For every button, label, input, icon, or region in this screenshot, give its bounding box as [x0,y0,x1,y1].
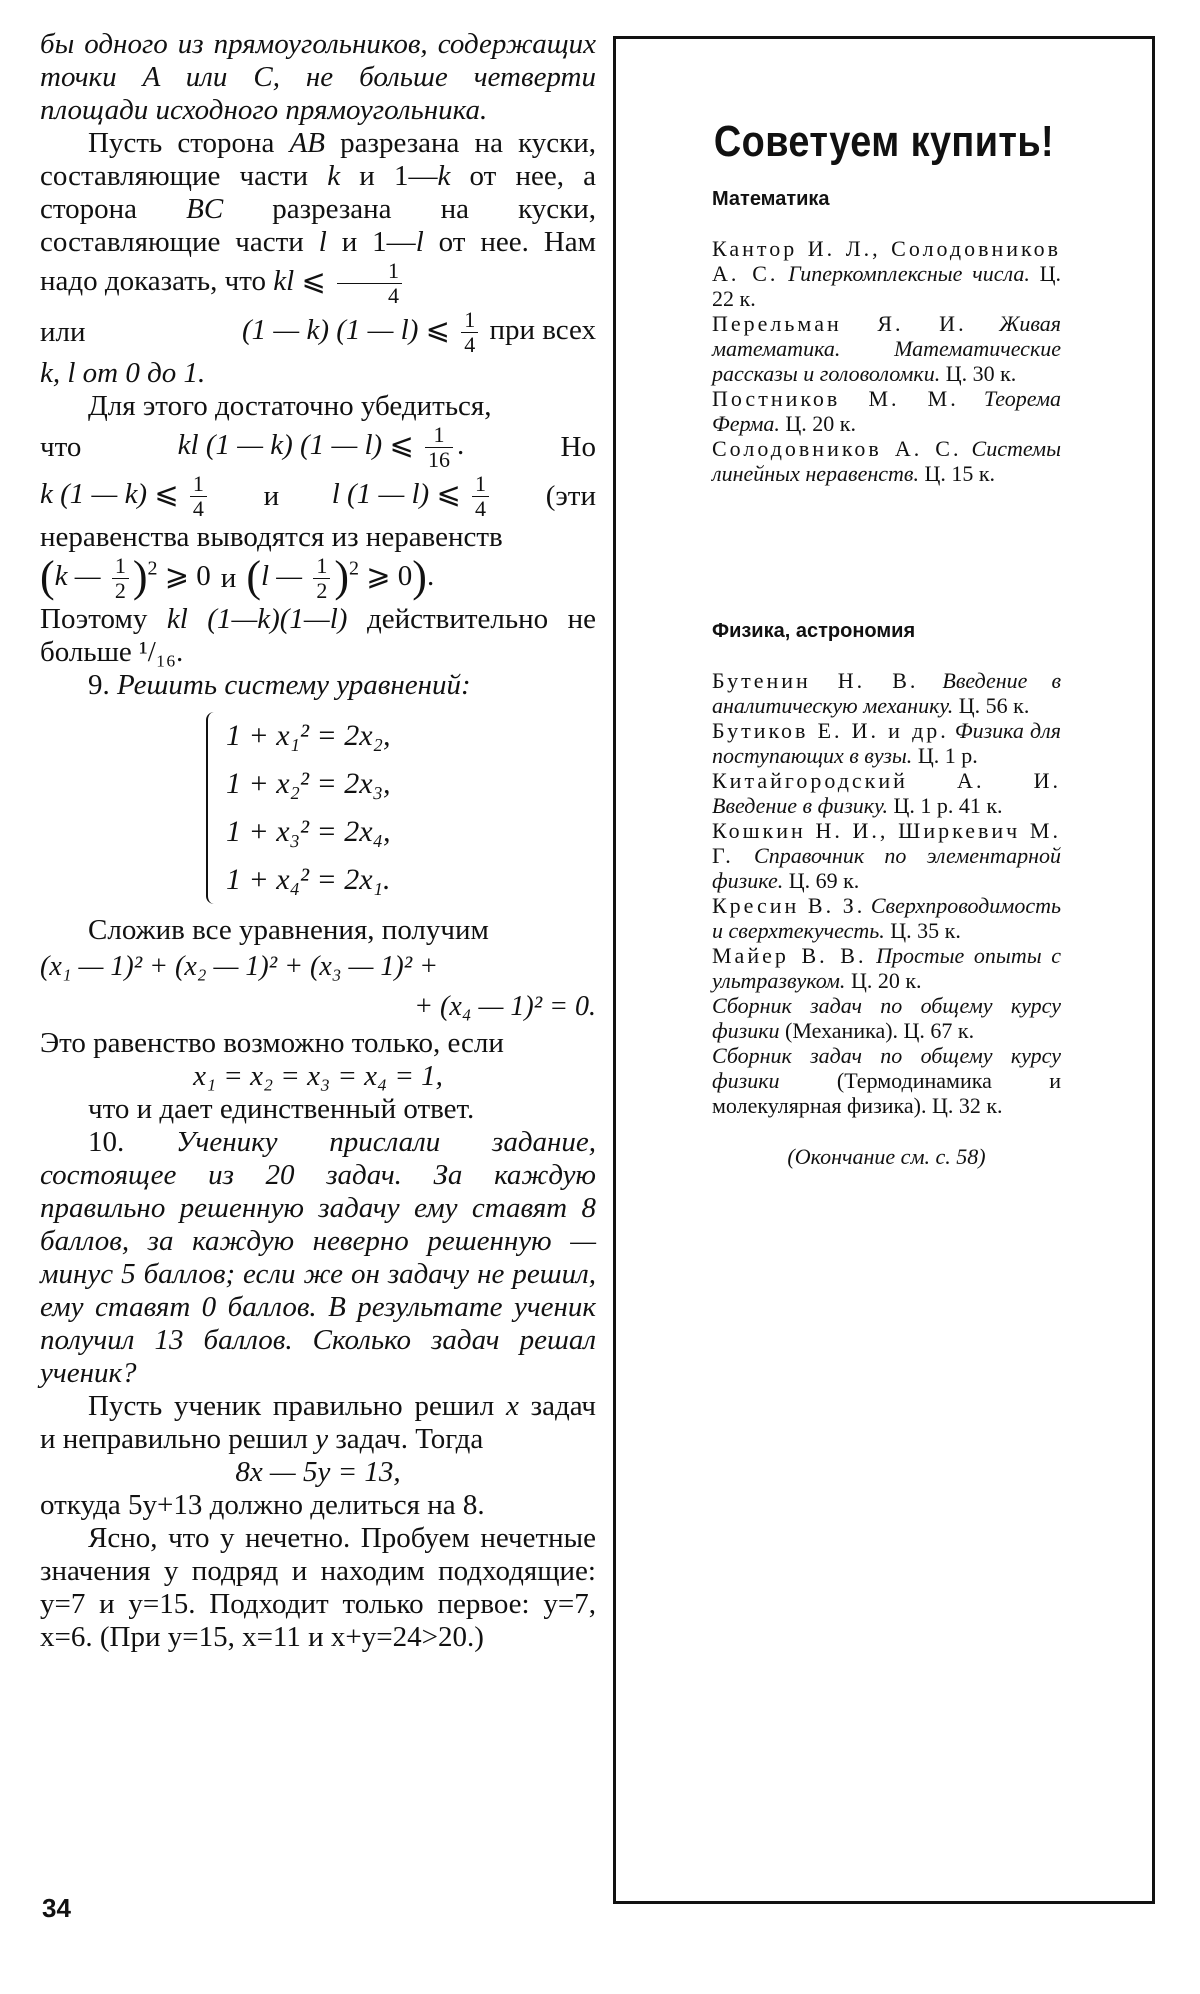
problem-10: 10. Ученику прислали задание, состоящее из 20 задач. За каждую правильно решенную задачу ему ставят 8 баллов, за каждую неверно решенную — минус 5 баллов; если же он задачу не решил, ему ставят 0 баллов. В результате ученик получил 13 баллов. Сколько задач решал ученик? [40,1126,596,1389]
paragraph-divisible: откуда 5y+13 должно делиться на 8. [40,1489,485,1521]
paragraph-sufficient: Для этого достаточно убедиться, [88,390,492,422]
recommendation-box [613,36,1155,1904]
sum-line-1: (x₁ — 1)² + (x₂ — 1)² + (x₃ — 1)² + [40,951,438,982]
book-entry: Сборник задач по общему курсу физики (Механика). Ц. 67 к. [712,993,1061,1043]
paragraph-odd-values: Ясно, что y нечетно. Пробуем нечетные значения y подряд и находим подходящие: y=7 и y=15. Подходит только первое: y=7, x=6. (При y=15, x=11 и x+y=24>20.) [40,1522,596,1653]
problem-9: 9. Решить систему уравнений: [88,669,471,701]
book-entry: Солодовников А. С. Системы линейных неравенств. Ц. 15 к. [712,436,1061,486]
paragraph-sum: Сложив все уравнения, получим [88,914,489,946]
paragraph-derived: неравенства выводятся из неравенств [40,521,503,553]
system-equation: 1 + x₃² = 2x₄, [226,815,391,848]
continuation-note: (Окончание см. с. 58) [787,1144,986,1169]
physics-section [712,619,1061,1191]
equality-all-one: x₁ = x₂ = x₃ = x₄ = 1, [193,1060,443,1092]
formula-or: или (1 — k) (1 — l) ⩽ $\frac{1}{4}$ при всех [40,307,596,357]
math-section [712,187,1061,486]
box-title: Советуем купить! [713,117,1055,166]
formula-product: что kl (1 — k) (1 — l) ⩽ $\frac{1}{16}$ . Но [40,422,596,472]
system-equation: 1 + x₄² = 2x₁. [226,863,391,896]
page-number: 34 [42,1893,71,1923]
book-entry: Кантор И. Л., Солодовников А. С. Гиперкомплексные числа. Ц. 22 к. [712,236,1062,311]
section-heading-physics: Физика, астрономия [712,620,916,642]
left-column [40,28,596,1654]
paragraph-intro: бы одного из прямоугольников, содержащих точки A или C, не больше четверти площади исходного прямоугольника. [40,28,596,126]
paragraph-equality: Это равенство возможно только, если [40,1027,504,1059]
book-entry: Постников М. М. Теорема Ферма. Ц. 20 к. [712,386,1061,436]
book-entry: Сборник задач по общему курсу физики (Термодинамика и молекулярная физика). Ц. 32 к. [712,1043,1061,1118]
book-entry: Майер В. В. Простые опыты с ультразвуком. Ц. 20 к. [712,943,1061,993]
formula-squares: (k — $\frac{1}{2}$ )$^2$ ⩾ 0 и (l — $\frac{1}{2}$ )$^2$ ⩾ 0). [40,552,435,603]
paragraph-unique-answer: что и дает единственный ответ. [88,1093,475,1125]
book-entry: Перельман Я. И. Живая математика. Математические рассказы и головоломки. Ц. 30 к. [712,311,1061,386]
system-equation: 1 + x₁² = 2x₂, [226,719,391,752]
formula-factors: k (1 — k) ⩽ $\frac{1}{4}$ и l (1 — l) ⩽ $\frac{1}{4}$ (эти [40,471,596,521]
fraction-one-quarter: $\frac{1}{4}$ [337,259,402,308]
equation-system [206,712,596,904]
book-entry: Китайгородский А. И. Введение в физику. Ц. 1 р. 41 к. [712,768,1061,818]
equation-8x-5y: 8x — 5y = 13, [235,1456,401,1488]
book-entry: Кресин В. З. Сверхпроводимость и сверхтекучесть. Ц. 35 к. [712,893,1061,943]
range-text: k, l от 0 до 1. [40,357,206,389]
paragraph-cut-sides: Пусть сторона AB разрезана на куски, составляющие части k и 1—k от нее, а сторона BC разрезана на куски, составляющие части l и 1—l от нее. Нам надо доказать, что kl ⩽ $\frac{1}{4}$ [40,127,597,308]
book-entry: Бутиков Е. И. и др. Физика для поступающих в вузы. Ц. 1 р. [712,718,1062,768]
book-entry: Бутенин Н. В. Введение в аналитическую механику. Ц. 56 к. [712,668,1061,718]
paragraph-therefore: Поэтому kl (1—k)(1—l) действительно не больше ¹/₁₆. [40,603,597,668]
sum-line-2: + (x₄ — 1)² = 0. [414,991,596,1022]
system-equation: 1 + x₂² = 2x₃, [226,767,391,800]
paragraph-let-x-y: Пусть ученик правильно решил x задач и неправильно решил y задач. Тогда [40,1390,597,1455]
book-entry: Кошкин Н. И., Ширкевич М. Г. Справочник по элементарной физике. Ц. 69 к. [712,818,1061,893]
section-heading-math: Математика [712,188,830,210]
